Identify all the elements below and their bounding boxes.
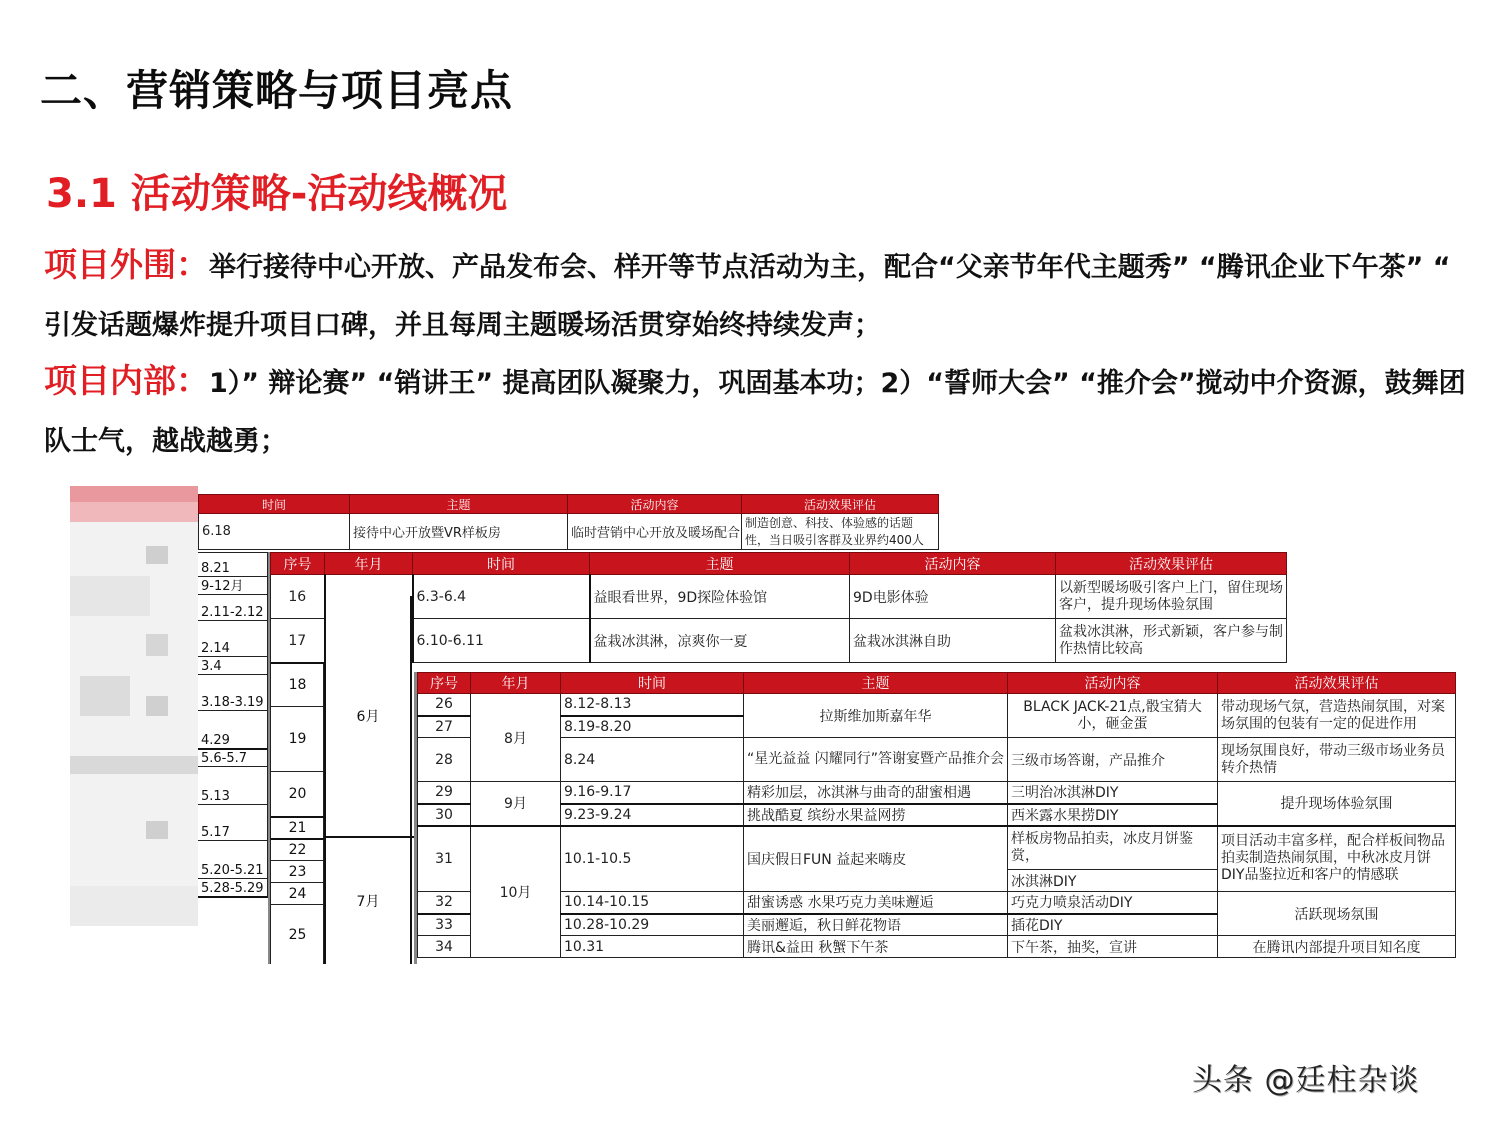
paragraph-internal-text: 1）” 辩论赛” “销讲王” 提高团队凝聚力，巩固基本功；2）“誓师大会” “推介会”搅动中介资源，鼓舞团队士气，越战越勇； bbox=[44, 368, 1466, 457]
redacted-block bbox=[146, 696, 168, 716]
cell-time: 10.31 bbox=[561, 936, 744, 958]
redacted-column bbox=[70, 486, 198, 926]
cell-time: 10.14-10.15 bbox=[561, 892, 744, 914]
header-content: 活动内容 bbox=[568, 495, 742, 514]
header-theme: 主题 bbox=[744, 673, 1008, 694]
cell-no: 20 bbox=[271, 771, 324, 816]
cell-content: 西米露水果捞DIY bbox=[1008, 804, 1218, 826]
header-effect: 活动效果评估 bbox=[742, 495, 939, 514]
redacted-block bbox=[146, 821, 168, 839]
cell-time: 10.28-10.29 bbox=[561, 914, 744, 936]
header-time: 时间 bbox=[413, 553, 590, 575]
cell-theme: “星光益益 闪耀同行”答谢宴暨产品推介会 bbox=[744, 738, 1008, 782]
cell-content: 下午茶，抽奖，宣讲 bbox=[1008, 936, 1218, 958]
header-time: 时间 bbox=[561, 673, 744, 694]
cell-theme: 腾讯&益田 秋蟹下午茶 bbox=[744, 936, 1008, 958]
cell-theme: 盆栽冰淇淋，凉爽你一夏 bbox=[590, 619, 850, 663]
cell-effect: 以新型暖场吸引客户上门，留住现场客户，提升现场体验氛围 bbox=[1056, 575, 1287, 619]
cell-content: 样板房物品拍卖，冰皮月饼鉴赏， bbox=[1008, 826, 1218, 870]
table-row bbox=[418, 892, 1456, 914]
cell-effect: 盆栽冰淇淋，形式新颖，客户参与制作热情比较高 bbox=[1056, 619, 1287, 663]
back-table-date-column bbox=[198, 552, 268, 898]
cell-no: 29 bbox=[418, 782, 471, 804]
paragraph-internal-label: 项目内部： bbox=[44, 361, 209, 400]
cell-month: 10月 bbox=[471, 826, 561, 958]
header-no: 序号 bbox=[418, 673, 471, 694]
cell-no: 28 bbox=[418, 738, 471, 782]
header-content: 活动内容 bbox=[1008, 673, 1218, 694]
paragraph-internal bbox=[44, 352, 1474, 471]
table-header-row bbox=[199, 495, 939, 514]
cell-no: 32 bbox=[418, 892, 471, 914]
cell-theme: 接待中心开放暨VR样板房 bbox=[350, 514, 568, 550]
cell-content: 三级市场答谢，产品推介 bbox=[1008, 738, 1218, 782]
table-row bbox=[418, 936, 1456, 958]
redacted-block bbox=[70, 756, 198, 774]
cell-theme: 精彩加层，冰淇淋与曲奇的甜蜜相遇 bbox=[744, 782, 1008, 804]
header-theme: 主题 bbox=[350, 495, 568, 514]
cell-content: 插花DIY bbox=[1008, 914, 1218, 936]
cell-effect: 提升现场体验氛围 bbox=[1218, 782, 1456, 826]
watermark: 头条 @廷柱杂谈 bbox=[1192, 1063, 1420, 1098]
cell-time: 6.10-6.11 bbox=[413, 619, 590, 663]
cell-content: 冰淇淋DIY bbox=[1008, 870, 1218, 892]
activity-table-back bbox=[198, 494, 939, 550]
cell-month: 6月 bbox=[356, 709, 380, 725]
cell-time: 6.3-6.4 bbox=[413, 575, 590, 619]
redacted-header-top bbox=[70, 486, 198, 502]
cell-theme: 甜蜜诱惑 水果巧克力美味邂逅 bbox=[744, 892, 1008, 914]
cell-no: 21 bbox=[271, 816, 324, 838]
activity-table-front bbox=[417, 672, 1456, 958]
cell-no: 24 bbox=[271, 882, 324, 904]
cell-no: 25 bbox=[271, 904, 324, 964]
table-row bbox=[199, 514, 939, 550]
header-time: 时间 bbox=[199, 495, 350, 514]
cell-theme: 拉斯维加斯嘉年华 bbox=[744, 694, 1008, 738]
cell-no: 34 bbox=[418, 936, 471, 958]
redacted-block bbox=[146, 546, 168, 564]
cell-content: 临时营销中心开放及暖场配合 bbox=[568, 514, 742, 550]
date-cell: 3.4 bbox=[198, 656, 268, 674]
slide-title: 二、营销策略与项目亮点 bbox=[40, 66, 514, 115]
cell-no: 18 bbox=[271, 662, 324, 706]
date-cell: 5.17 bbox=[198, 804, 268, 840]
redacted-block bbox=[80, 676, 130, 716]
cell-no: 30 bbox=[418, 804, 471, 826]
cell-time: 8.19-8.20 bbox=[561, 716, 744, 738]
paragraph-external-label: 项目外围： bbox=[44, 245, 209, 284]
table-row bbox=[418, 738, 1456, 782]
cell-month: 7月 bbox=[326, 836, 410, 964]
table-row bbox=[418, 694, 1456, 716]
header-month: 年月 bbox=[471, 673, 561, 694]
table-row bbox=[418, 782, 1456, 804]
header-no: 序号 bbox=[271, 553, 325, 575]
cell-effect: 现场氛围良好，带动三级市场业务员转介热情 bbox=[1218, 738, 1456, 782]
cell-no: 16 bbox=[271, 575, 325, 619]
redacted-block bbox=[146, 634, 168, 656]
cell-theme: 挑战酷夏 缤纷水果益网捞 bbox=[744, 804, 1008, 826]
activity-table-mid bbox=[270, 552, 1287, 663]
table-row bbox=[418, 826, 1456, 870]
cell-no: 23 bbox=[271, 860, 324, 882]
cell-time: 9.16-9.17 bbox=[561, 782, 744, 804]
header-effect: 活动效果评估 bbox=[1218, 673, 1456, 694]
cell-no: 27 bbox=[418, 716, 471, 738]
cell-no: 19 bbox=[271, 706, 324, 771]
date-cell: 3.18-3.19 bbox=[198, 674, 268, 710]
date-cell: 5.13 bbox=[198, 766, 268, 804]
cell-theme: 国庆假日FUN 益起来嗨皮 bbox=[744, 826, 1008, 892]
redacted-block bbox=[70, 576, 150, 616]
mid-table-lower-columns bbox=[270, 662, 412, 964]
redacted-block bbox=[70, 886, 198, 926]
cell-effect: 制造创意、科技、体验感的话题性，当日吸引客群及业界约400人 bbox=[742, 514, 939, 550]
table-header-row bbox=[418, 673, 1456, 694]
month-column bbox=[324, 596, 412, 964]
cell-no: 26 bbox=[418, 694, 471, 716]
section-subtitle: 3.1 活动策略-活动线概况 bbox=[46, 171, 508, 217]
cell-no: 33 bbox=[418, 914, 471, 936]
cell-time: 6.18 bbox=[199, 514, 350, 550]
cell-time: 9.23-9.24 bbox=[561, 804, 744, 826]
header-effect: 活动效果评估 bbox=[1056, 553, 1287, 575]
cell-effect: 在腾讯内部提升项目知名度 bbox=[1218, 936, 1456, 958]
cell-no: 31 bbox=[418, 826, 471, 892]
cell-content: 巧克力喷泉活动DIY bbox=[1008, 892, 1218, 914]
paragraph-external-text: 举行接待中心开放、产品发布会、样开等节点活动为主，配合“父亲节年代主题秀” “腾讯企业下午茶” “ 引发话题爆炸提升项目口碑，并且每周主题暖场活贯穿始终持续发声； bbox=[44, 252, 1451, 341]
table-header-row bbox=[271, 553, 1287, 575]
header-month: 年月 bbox=[325, 553, 413, 575]
header-content: 活动内容 bbox=[850, 553, 1056, 575]
date-cell: 4.29 bbox=[198, 710, 268, 748]
date-cell: 2.14 bbox=[198, 620, 268, 656]
cell-month: 8月 bbox=[471, 694, 561, 782]
header-theme: 主题 bbox=[590, 553, 850, 575]
cell-theme: 益眼看世界，9D探险体验馆 bbox=[590, 575, 850, 619]
cell-time: 10.1-10.5 bbox=[561, 826, 744, 892]
cell-no: 22 bbox=[271, 838, 324, 860]
date-cell: 5.28-5.29 bbox=[198, 878, 268, 898]
cell-time: 8.12-8.13 bbox=[561, 694, 744, 716]
cell-content: 9D电影体验 bbox=[850, 575, 1056, 619]
cell-no: 17 bbox=[271, 619, 325, 663]
date-cell: 2.11-2.12 bbox=[198, 594, 268, 620]
paragraph-external bbox=[44, 236, 1474, 355]
no-column bbox=[270, 662, 324, 964]
cell-effect: 活跃现场氛围 bbox=[1218, 892, 1456, 936]
table-row bbox=[271, 619, 1287, 663]
cell-content: 盆栽冰淇淋自助 bbox=[850, 619, 1056, 663]
cell-theme: 美丽邂逅，秋日鲜花物语 bbox=[744, 914, 1008, 936]
cell-effect: 项目活动丰富多样，配合样板间物品拍卖制造热闹氛围，中秋冰皮月饼DIY品鉴拉近和客户的情感联 bbox=[1218, 826, 1456, 892]
cell-content: 三明治冰淇淋DIY bbox=[1008, 782, 1218, 804]
table-row bbox=[271, 575, 1287, 619]
date-cell: 9-12月 bbox=[198, 576, 268, 594]
cell-content: BLACK JACK-21点,骰宝猜大小，砸金蛋 bbox=[1008, 694, 1218, 738]
cell-effect: 带动现场气氛，营造热闹氛围，对案场氛围的包装有一定的促进作用 bbox=[1218, 694, 1456, 738]
cell-month: 9月 bbox=[471, 782, 561, 826]
date-cell: 5.6-5.7 bbox=[198, 748, 268, 766]
date-cell: 5.20-5.21 bbox=[198, 840, 268, 878]
cell-time: 8.24 bbox=[561, 738, 744, 782]
date-cell: 8.21 bbox=[198, 552, 268, 576]
